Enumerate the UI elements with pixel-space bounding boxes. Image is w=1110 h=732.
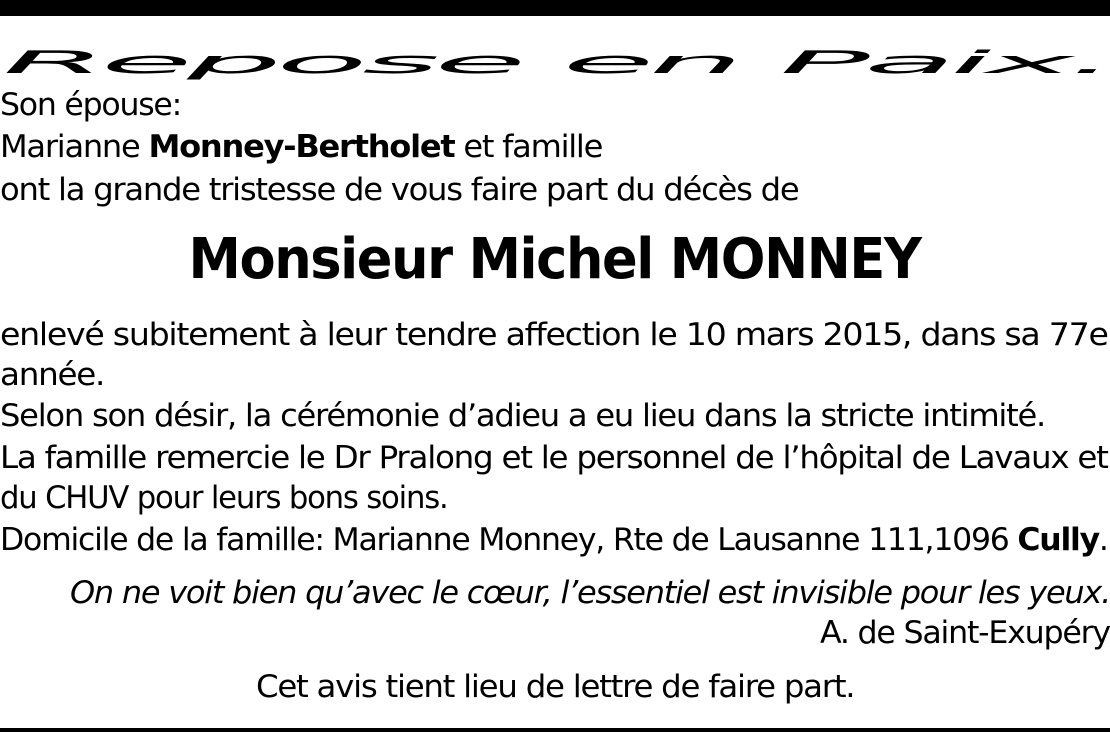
domicile-period: . bbox=[1098, 522, 1108, 558]
quote-text: On ne voit bien qu’avec le cœur, l’essentiel est invisible pour les yeux. bbox=[69, 575, 1110, 611]
ceremony-text: Selon son désir, la cérémonie d’adieu a eu lieu dans la stricte intimité. bbox=[0, 398, 1045, 434]
domicile-line bbox=[0, 521, 1108, 559]
top-border-rule bbox=[0, 0, 1110, 16]
closing-text: Cet avis tient lieu de lettre de faire part. bbox=[255, 669, 855, 705]
spouse-line bbox=[0, 128, 602, 166]
closing-line bbox=[0, 668, 1110, 706]
spouse-first-name: Marianne bbox=[0, 129, 140, 165]
spouse-suffix: et famille bbox=[463, 129, 603, 165]
spouse-family-name: Monney-Bertholet bbox=[148, 129, 455, 165]
ceremony-line bbox=[0, 397, 1045, 435]
thanks-line-1-text: La famille remercie le Dr Pralong et le personnel de l’hôpital de Lavaux et bbox=[0, 440, 1108, 476]
death-line-2-text: année. bbox=[0, 357, 105, 393]
spouse-label bbox=[0, 86, 181, 124]
death-line-1 bbox=[0, 316, 1108, 354]
quote-author-text: A. de Saint-Exupéry bbox=[820, 615, 1110, 651]
deceased-name bbox=[0, 228, 1110, 292]
quote-line bbox=[70, 574, 1110, 612]
epigraph-text: Repose en Paix. bbox=[1, 45, 1110, 81]
thanks-line-1 bbox=[0, 439, 1108, 477]
announcement-text: ont la grande tristesse de vous faire part du décès de bbox=[0, 172, 799, 208]
thanks-line-2 bbox=[0, 479, 448, 517]
domicile-city: Cully bbox=[1017, 522, 1099, 558]
deceased-name-text: Monsieur Michel MONNEY bbox=[188, 227, 922, 292]
quote-author bbox=[820, 614, 1110, 652]
spouse-label-text: Son épouse: bbox=[0, 87, 181, 123]
bottom-border-rule bbox=[0, 728, 1110, 732]
domicile-text: Domicile de la famille: Marianne Monney, Rte de Lausanne 111,1096 bbox=[0, 522, 1009, 558]
death-line-1-text: enlevé subitement à leur tendre affection le 10 mars 2015, dans sa 77e bbox=[0, 317, 1108, 353]
thanks-line-2-text: du CHUV pour leurs bons soins. bbox=[0, 480, 448, 516]
death-line-2 bbox=[0, 356, 104, 394]
epigraph bbox=[2, 44, 1110, 82]
announcement-line bbox=[0, 171, 798, 209]
